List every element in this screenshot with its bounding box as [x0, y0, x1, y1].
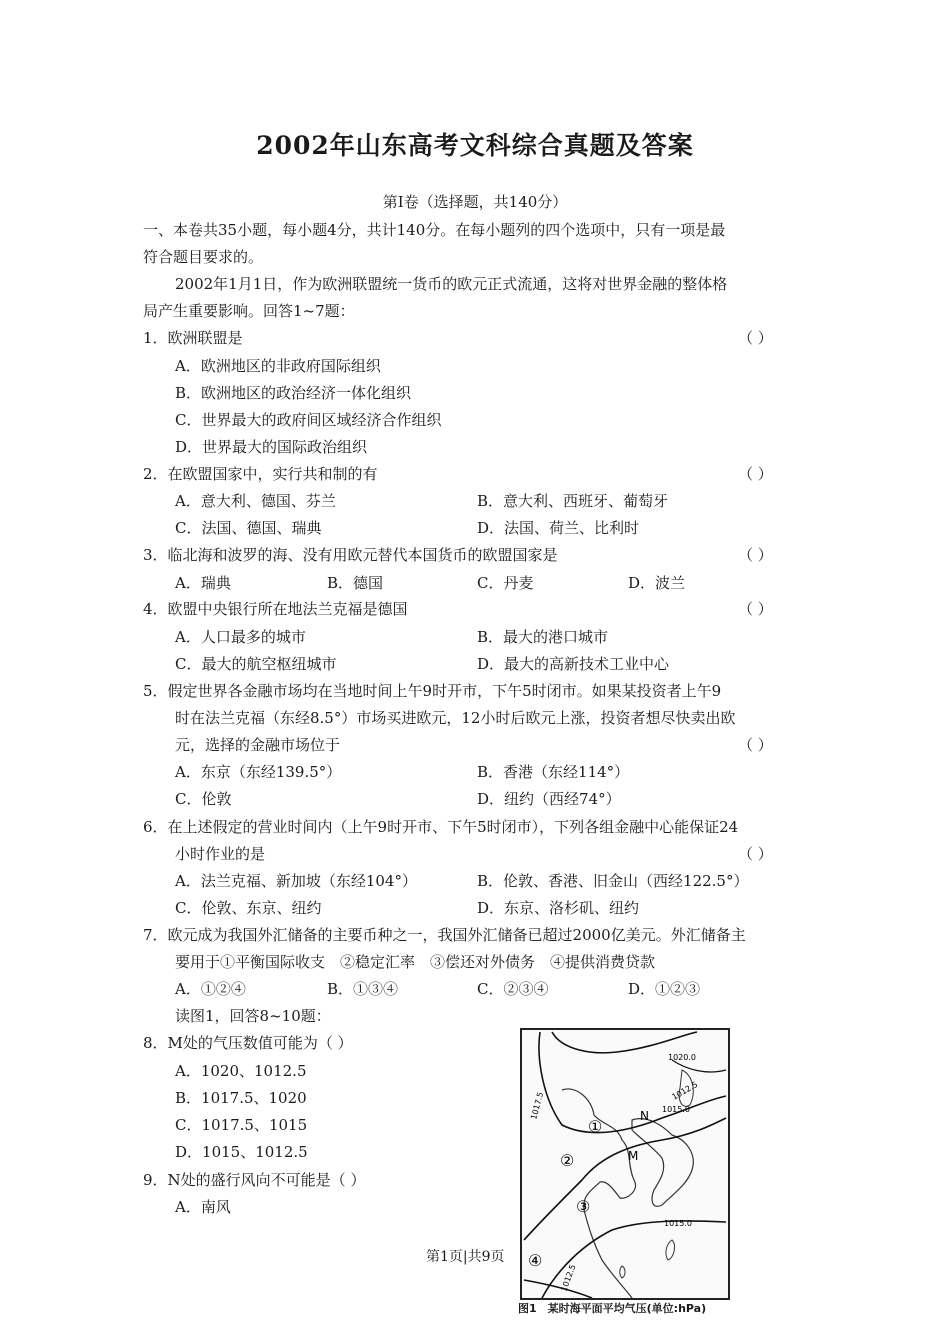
- question-4-option-a: A．人口最多的城市: [175, 628, 306, 646]
- region-label-2: ②: [560, 1151, 575, 1170]
- region-label-4: ④: [528, 1251, 543, 1270]
- question-2-option-d: D．法国、荷兰、比利时: [477, 519, 640, 537]
- question-8-option-a: A．1020、1012.5: [175, 1062, 307, 1080]
- question-3-option-b: B．德国: [327, 574, 384, 592]
- question-5-stem-3: 元，选择的金融市场位于: [175, 736, 341, 754]
- question-4-option-d: D．最大的高新技术工业中心: [477, 655, 670, 673]
- question-6-stem-2: 小时作业的是: [175, 845, 266, 863]
- question-3-option-a: A．瑞典: [175, 574, 231, 592]
- question-3-stem: 3．临北海和波罗的海、没有用欧元替代本国货币的欧盟国家是: [143, 546, 558, 564]
- question-6-option-d: D．东京、洛杉矶、纽约: [477, 899, 640, 917]
- question-6-option-c: C．伦敦、东京、纽约: [175, 899, 322, 917]
- question-1-option-b: B．欧洲地区的政治经济一体化组织: [175, 384, 412, 402]
- isobar-label: 1015.0: [662, 1105, 690, 1114]
- intro-line-1: 2002年1月1日，作为欧洲联盟统一货币的欧元正式流通，这将对世界金融的整体格: [175, 275, 728, 293]
- question-8-stem: 8．M处的气压数值可能为（ ）: [143, 1034, 353, 1052]
- question-2-option-a: A．意大利、德国、芬兰: [175, 492, 336, 510]
- question-5-option-d: D．纽约（西经74°）: [477, 790, 621, 808]
- isobar: [539, 1032, 726, 1133]
- question-7-option-d: D．①②③: [628, 980, 701, 998]
- answer-blank: （ ）: [738, 546, 773, 564]
- question-3-option-c: C．丹麦: [477, 574, 534, 592]
- question-4-option-b: B．最大的港口城市: [477, 628, 609, 646]
- question-5-option-b: B．香港（东经114°）: [477, 763, 630, 781]
- section-heading: 第Ⅰ卷（选择题，共140分）: [382, 193, 568, 211]
- isobar: [524, 1280, 592, 1298]
- isobar-label: 1012.5: [670, 1079, 700, 1102]
- region-label-3: ③: [576, 1197, 591, 1216]
- point-label-n: N: [640, 1109, 649, 1123]
- region-label-1: ①: [588, 1117, 603, 1136]
- question-7-option-a: A．①②④: [175, 980, 246, 998]
- question-6-stem-1: 6．在上述假定的营业时间内（上午9时开市、下午5时闭市），下列各组金融中心能保证24: [143, 818, 739, 836]
- intro-line-2: 局产生重要影响。回答1~7题：: [143, 302, 355, 320]
- question-5-stem-1: 5．假定世界各金融市场均在当地时间上午9时开市，下午5时闭市。如果某投资者上午9: [143, 682, 722, 700]
- question-8-option-c: C．1017.5、1015: [175, 1116, 308, 1134]
- question-7-option-b: B．①③④: [327, 980, 399, 998]
- question-5-option-a: A．东京（东经139.5°）: [175, 763, 342, 781]
- figure-caption: 图1 某时海平面平均气压(单位:hPa): [518, 1302, 707, 1315]
- question-6-option-a: A．法兰克福、新加坡（东经104°）: [175, 872, 417, 890]
- island: [666, 1240, 675, 1260]
- question-2-stem: 2．在欧盟国家中，实行共和制的有: [143, 465, 378, 483]
- isobar-map: [522, 1030, 728, 1298]
- question-4-stem: 4．欧盟中央银行所在地法兰克福是德国: [143, 600, 408, 618]
- question-9-stem: 9．N处的盛行风向不可能是（ ）: [143, 1171, 366, 1189]
- question-5-option-c: C．伦敦: [175, 790, 232, 808]
- japan-islands: [632, 1119, 693, 1207]
- question-9-option-a: A．南风: [175, 1198, 231, 1216]
- isobar-label: 1012.5: [559, 1263, 578, 1293]
- answer-blank: （ ）: [738, 600, 773, 618]
- question-1-stem: 1．欧洲联盟是: [143, 329, 243, 347]
- point-label-m: M: [628, 1149, 639, 1163]
- instructions-line-2: 符合题目要求的。: [143, 248, 264, 266]
- answer-blank: （ ）: [738, 465, 773, 483]
- page-title: 2002年山东高考文科综合真题及答案: [256, 131, 694, 160]
- question-5-stem-2: 时在法兰克福（东经8.5°）市场买进欧元，12小时后欧元上涨，投资者想尽快卖出欧: [175, 709, 736, 727]
- answer-blank: （ ）: [738, 329, 773, 347]
- question-1-option-a: A．欧洲地区的非政府国际组织: [175, 357, 381, 375]
- page-footer: 第1页|共9页: [426, 1249, 505, 1265]
- isobar-map-figure: [520, 1028, 730, 1300]
- island: [620, 1266, 625, 1278]
- isobar-label: 1020.0: [668, 1053, 696, 1062]
- answer-blank: （ ）: [738, 845, 773, 863]
- question-1-option-c: C．世界最大的政府间区域经济合作组织: [175, 411, 442, 429]
- question-1-option-d: D．世界最大的国际政治组织: [175, 438, 368, 456]
- isobar: [552, 1032, 697, 1053]
- question-7-stem-2: 要用于①平衡国际收支 ②稳定汇率 ③偿还对外债务 ④提供消费贷款: [175, 953, 656, 971]
- isobar-label: 1017.5: [529, 1091, 546, 1121]
- question-7-option-c: C．②③④: [477, 980, 549, 998]
- question-3-option-d: D．波兰: [628, 574, 686, 592]
- question-4-option-c: C．最大的航空枢纽城市: [175, 655, 337, 673]
- isobar-label: 1015.0: [664, 1219, 692, 1228]
- question-6-option-b: B．伦敦、香港、旧金山（西经122.5°）: [477, 872, 749, 890]
- question-8-option-b: B．1017.5、1020: [175, 1089, 307, 1107]
- read-figure-instruction: 读图1，回答8~10题：: [175, 1007, 331, 1025]
- question-2-option-b: B．意大利、西班牙、葡萄牙: [477, 492, 669, 510]
- answer-blank: （ ）: [738, 736, 773, 754]
- question-2-option-c: C．法国、德国、瑞典: [175, 519, 322, 537]
- question-8-option-d: D．1015、1012.5: [175, 1143, 308, 1161]
- instructions-line-1: 一、本卷共35小题，每小题4分，共计140分。在每小题列的四个选项中，只有一项是最: [143, 221, 726, 239]
- question-7-stem-1: 7．欧元成为我国外汇储备的主要币种之一，我国外汇储备已超过2000亿美元。外汇储备主: [143, 926, 746, 944]
